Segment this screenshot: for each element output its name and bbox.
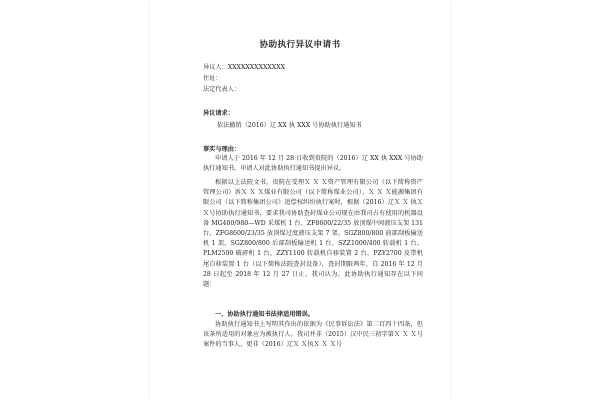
facts-paragraph-2: 根据以上法院文书，贵院在受理Ｘ Ｘ Ｘ资产管理有限公司（以下简称资产管理公司）诉Ｘ Ｘ Ｘ煤业有限公司（以下简称煤业公司）、Ｘ Ｘ Ｘ能源集团有限公司（以下简称集团公司）追偿权纠纷执行案时，根据（2016）辽Ｘ Ｘ 执Ｘ Ｘ号协助执行通知书，要求我司协助查封煤业公司现在由我司占有使用的机器设备 MG400/980—WD 采煤机 1 台、ZF8600/22/35 放顶煤中间液压支架 131 台、ZFG8600/23/35 放顶煤过度液压支架 7 架、SGZ800/800 前部刮板输送机 1 架、SGZ800/800 后部刮板输送机 1 台、SZZ1000/400 转载机 1 台、PLM2500 破碎机 1 台、ZZY1100 转载机自移装置 2 台、PZY2700 皮带机尾自移装置 1 台（以下简称法院查封设备），查封期限两年，自 2016 年 12 月 28 日起至 2018 年 12 月 27 日止。我司认为，此协助执行通知存在以下问题：: [203, 179, 423, 289]
applicant-address-label: 住址：: [203, 75, 222, 82]
legal-representative-label: 法定代表人：: [203, 86, 241, 93]
issue-one-heading: 一、协助执行通知书法律适用错误。: [215, 311, 314, 318]
applicant-name-line: [203, 64, 285, 71]
applicant-name-value: XXXXXXXXXXXXX: [227, 64, 286, 71]
issue-one-text: 协助执行通知书上写明其作出的依据为《民事诉讼法》第二百四十四条，但该条所适用的对象应为被执行人。我司并非（2015）汉中民三初字第Ｘ Ｘ Ｘ号案件的当事人，更非（2016）辽Ｘ Ｘ执Ｘ Ｘ Ｘ号: [203, 321, 423, 349]
request-heading: 异议请求：: [203, 110, 234, 117]
document-page: [150, 0, 450, 400]
applicant-name-label: 异议人：: [203, 64, 228, 71]
request-text: 依法撤销（2016）辽 XX 执 XXX 号协助执行通知书: [217, 122, 362, 129]
document-title: 协助执行异议申请书: [259, 40, 341, 50]
facts-paragraph-1: 申请人于 2016 年 12 月 28 日收到贵院的（2016）辽 XX 执 XXX 号协助执行通知书，申请人对此协助执行通知书提出异议。: [203, 155, 423, 173]
facts-heading: 事实与理由：: [203, 146, 241, 153]
